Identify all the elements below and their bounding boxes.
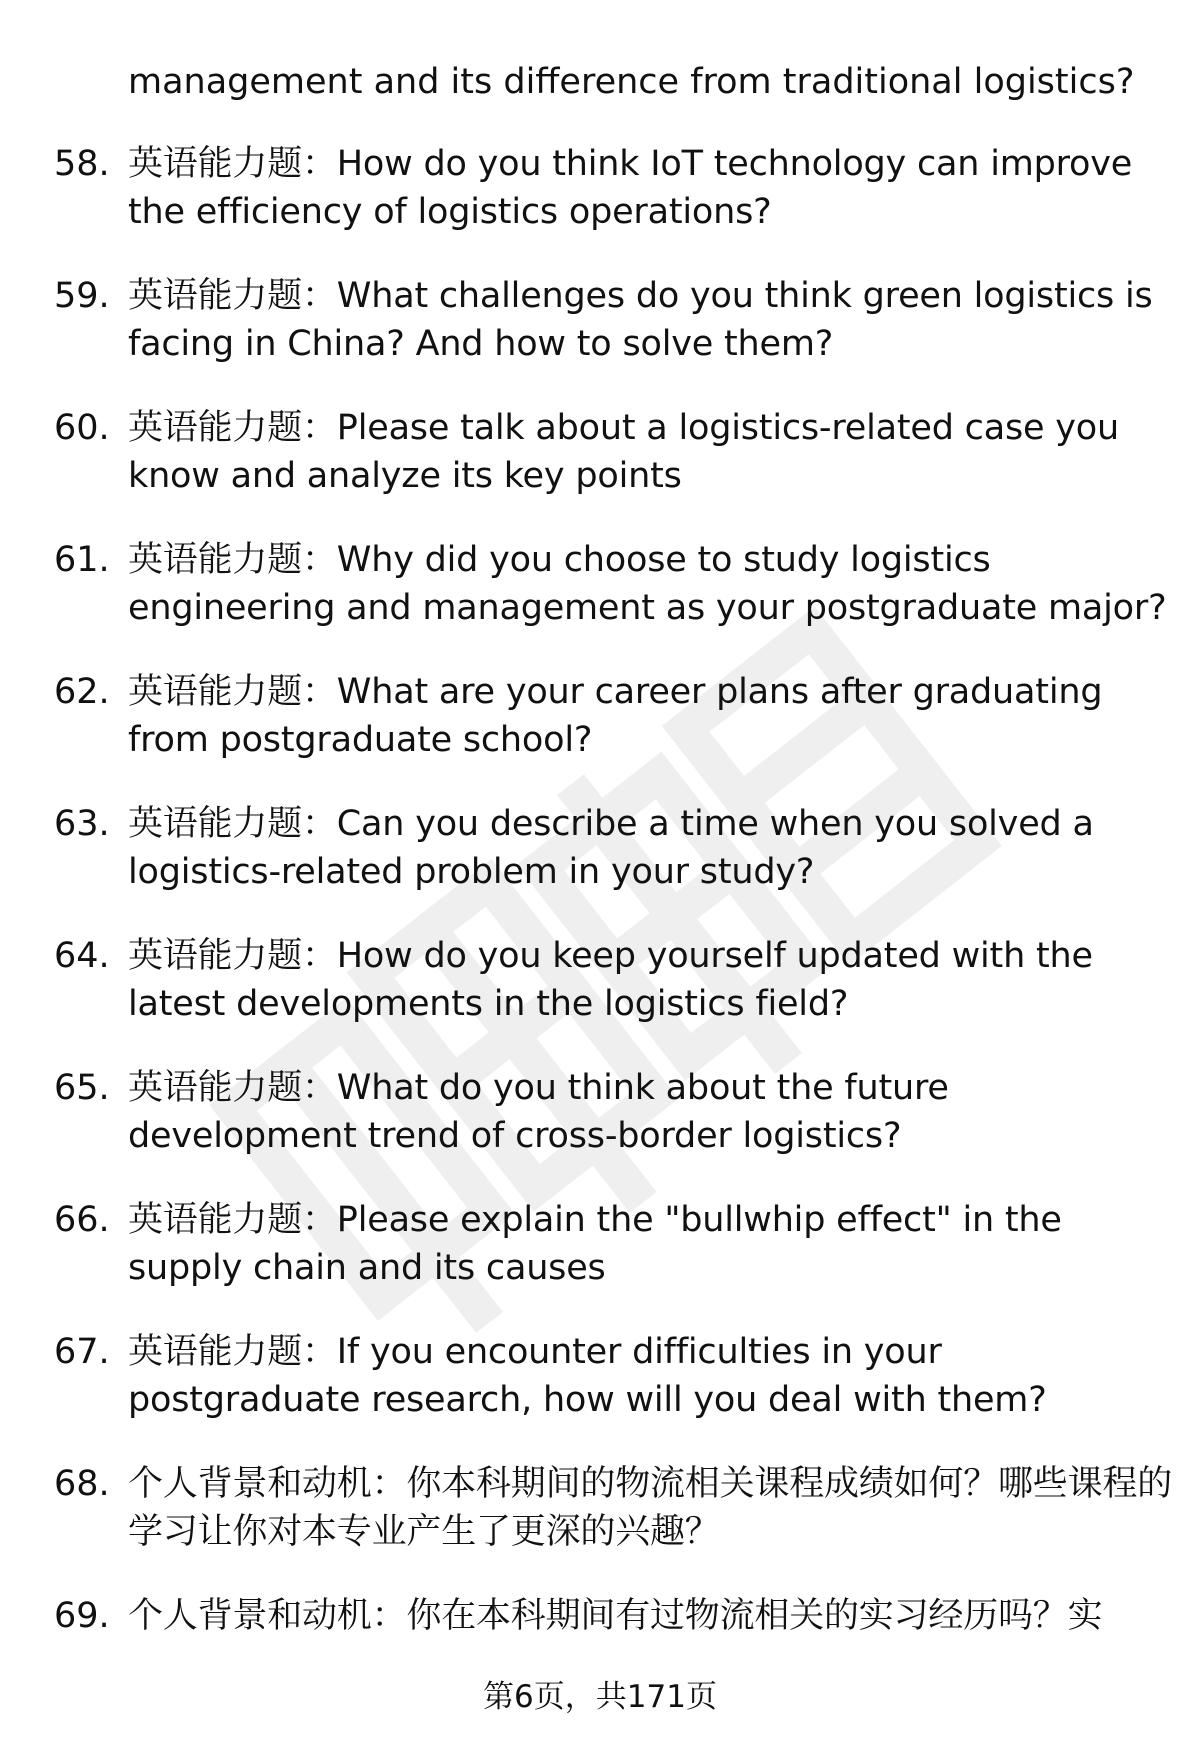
list-item	[0, 272, 1200, 404]
list-item	[0, 932, 1200, 1064]
question-number: 62.	[54, 672, 110, 712]
list-item	[0, 1064, 1200, 1196]
question-continuation-text: management and its difference from traditional logistics?	[128, 62, 1135, 102]
question-number: 59.	[54, 276, 110, 316]
question-text: 英语能力题：How do you think IoT technology can improve the efficiency of logistics operations?	[128, 144, 1133, 232]
question-number: 58.	[54, 144, 110, 184]
list-item	[0, 140, 1200, 272]
list-item	[0, 1460, 1200, 1592]
question-text: 英语能力题：What challenges do you think green logistics is facing in China? And how to solve them?	[128, 276, 1153, 364]
list-item	[0, 536, 1200, 668]
question-number: 60.	[54, 408, 110, 448]
question-text: 英语能力题：What do you think about the future development trend of cross-border logistics?	[128, 1068, 949, 1156]
question-number: 69.	[54, 1596, 110, 1636]
list-item	[0, 1196, 1200, 1328]
question-list	[0, 140, 1200, 1724]
question-text: 英语能力题：What are your career plans after graduating from postgraduate school?	[128, 672, 1103, 760]
question-text: 英语能力题：Please explain the "bullwhip effect" in the supply chain and its causes	[128, 1200, 1062, 1288]
list-item	[0, 668, 1200, 800]
question-number: 65.	[54, 1068, 110, 1108]
question-text: 英语能力题：Please talk about a logistics-related case you know and analyze its key points	[128, 408, 1119, 496]
list-item	[0, 404, 1200, 536]
question-number: 63.	[54, 804, 110, 844]
list-item	[0, 800, 1200, 932]
question-number: 67.	[54, 1332, 110, 1372]
question-text: 英语能力题：Why did you choose to study logistics engineering and management as your postgraduate major?	[128, 540, 1167, 628]
question-text: 英语能力题：If you encounter difficulties in your postgraduate research, how will you deal with them?	[128, 1332, 1047, 1420]
question-number: 66.	[54, 1200, 110, 1240]
question-text: 个人背景和动机：你在本科期间有过物流相关的实习经历吗？实	[128, 1596, 1103, 1636]
question-number: 64.	[54, 936, 110, 976]
question-text: 个人背景和动机：你本科期间的物流相关课程成绩如何？哪些课程的学习让你对本专业产生了更深的兴趣？	[128, 1464, 1173, 1552]
question-text: 英语能力题：Can you describe a time when you solved a logistics-related problem in your study?	[128, 804, 1094, 892]
question-text: 英语能力题：How do you keep yourself updated with the latest developments in the logistics field?	[128, 936, 1093, 1024]
list-item	[0, 1328, 1200, 1460]
question-number: 61.	[54, 540, 110, 580]
question-number: 68.	[54, 1464, 110, 1504]
page-footer: 第6页，共171页	[483, 1679, 717, 1715]
